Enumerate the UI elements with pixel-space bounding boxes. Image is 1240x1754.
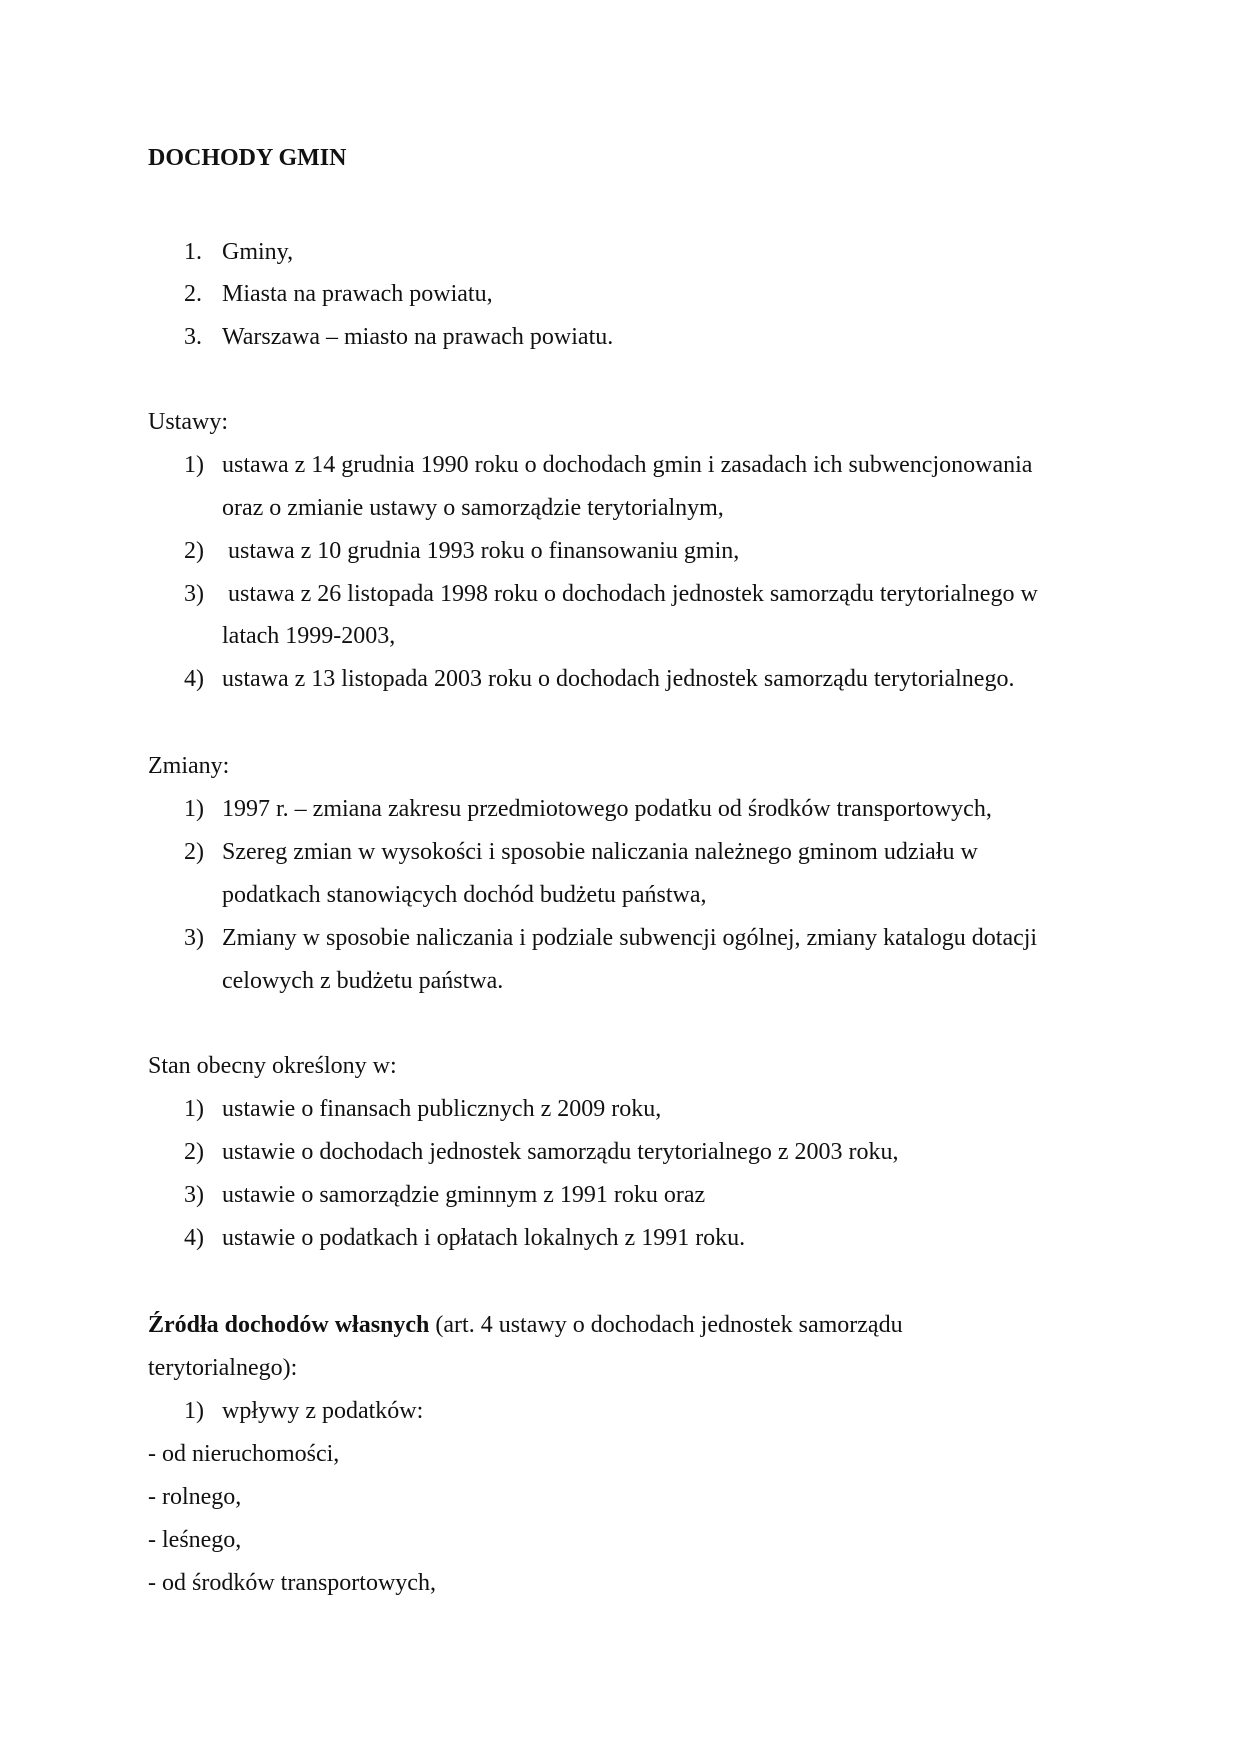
section-heading-rest: (art. 4 ustawy o dochodach jednostek samorządu: [429, 1312, 903, 1338]
list-item-text: 1997 r. – zmiana zakresu przedmiotowego podatku od środków transportowych,: [222, 796, 992, 822]
dash-item: - leśnego,: [148, 1527, 242, 1553]
list-item-text: ustawa z 14 grudnia 1990 roku o dochodach gmin i zasadach ich subwencjonowania: [222, 452, 1033, 478]
list-item-text: Warszawa – miasto na prawach powiatu.: [222, 324, 614, 350]
list-item-text: Zmiany w sposobie naliczania i podziale subwencji ogólnej, zmiany katalogu dotacji: [222, 925, 1038, 951]
list-item-text: ustawie o dochodach jednostek samorządu terytorialnego z 2003 roku,: [222, 1139, 899, 1165]
list-item-number: 2): [184, 1139, 204, 1165]
list-item-number: 1.: [184, 239, 202, 265]
list-item-number: 1): [184, 1398, 204, 1424]
section-heading-zrodla: [148, 1313, 903, 1337]
list-item-text: ustawie o podatkach i opłatach lokalnych z 1991 roku.: [222, 1225, 746, 1251]
list-item-text: ustawa z 10 grudnia 1993 roku o finansowaniu gmin,: [228, 538, 740, 564]
list-item-number: 4): [184, 666, 204, 692]
list-item-text-continuation: celowych z budżetu państwa.: [222, 968, 504, 994]
list-item-text: Miasta na prawach powiatu,: [222, 281, 493, 307]
list-item-number: 2): [184, 538, 204, 564]
section-heading-stan: Stan obecny określony w:: [148, 1053, 397, 1079]
list-item-text: ustawa z 26 listopada 1998 roku o dochodach jednostek samorządu terytorialnego w: [228, 581, 1038, 607]
list-item-number: 4): [184, 1225, 204, 1251]
list-item-number: 3): [184, 1182, 204, 1208]
section-heading-ustawy: Ustawy:: [148, 409, 228, 435]
list-item-text: ustawie o finansach publicznych z 2009 roku,: [222, 1096, 662, 1122]
document-title: DOCHODY GMIN: [148, 145, 347, 171]
list-item-number: 3.: [184, 324, 202, 350]
section-heading-bold: Źródła dochodów własnych: [148, 1312, 430, 1338]
section-heading-continuation: terytorialnego):: [148, 1355, 298, 1381]
list-item-text: Gminy,: [222, 239, 294, 265]
list-item-number: 1): [184, 1096, 204, 1122]
list-item-number: 1): [184, 452, 204, 478]
list-item-number: 3): [184, 925, 204, 951]
list-item-text-continuation: oraz o zmianie ustawy o samorządzie terytorialnym,: [222, 495, 724, 521]
list-item-number: 2): [184, 839, 204, 865]
dash-item: - rolnego,: [148, 1484, 242, 1510]
list-item-text-continuation: podatkach stanowiących dochód budżetu państwa,: [222, 882, 707, 908]
list-item-text: Szereg zmian w wysokości i sposobie naliczania należnego gminom udziału w: [222, 839, 978, 865]
list-item-text-continuation: latach 1999-2003,: [222, 623, 396, 649]
list-item-number: 2.: [184, 281, 202, 307]
list-item-text: ustawie o samorządzie gminnym z 1991 roku oraz: [222, 1182, 706, 1208]
list-item-number: 1): [184, 796, 204, 822]
section-heading-zmiany: Zmiany:: [148, 753, 230, 779]
dash-item: - od środków transportowych,: [148, 1570, 436, 1596]
list-item-number: 3): [184, 581, 204, 607]
dash-item: - od nieruchomości,: [148, 1441, 340, 1467]
list-item-text: ustawa z 13 listopada 2003 roku o dochodach jednostek samorządu terytorialnego.: [222, 666, 1015, 692]
list-item-text: wpływy z podatków:: [222, 1398, 424, 1424]
